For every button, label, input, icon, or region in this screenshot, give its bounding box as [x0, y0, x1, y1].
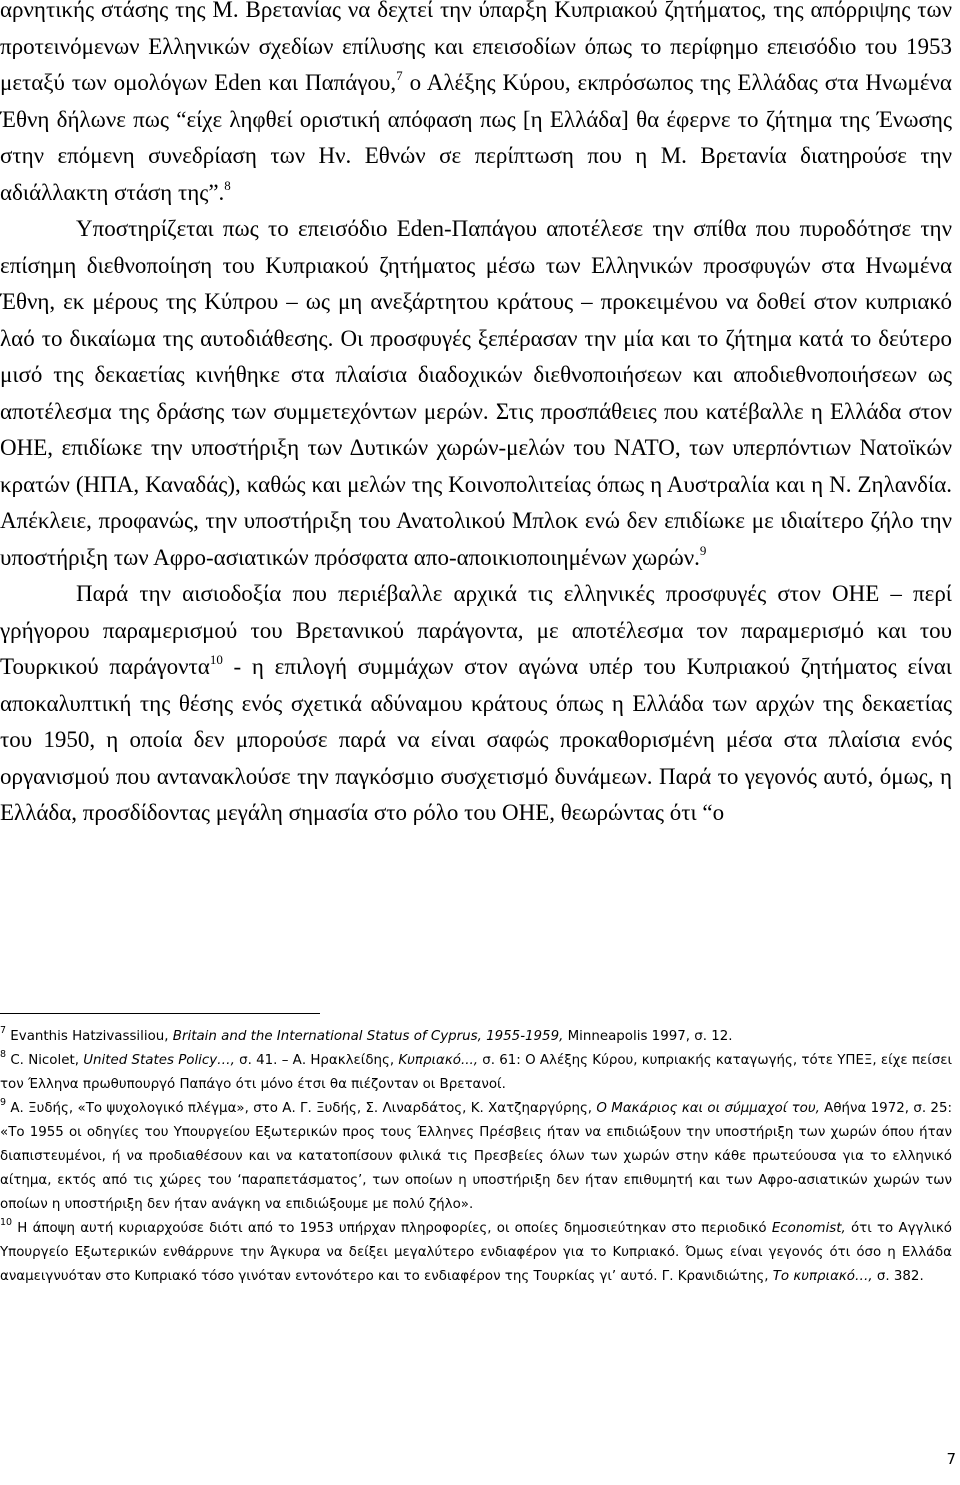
footnote-marker: 9 [699, 542, 707, 558]
footnote [0, 1025, 952, 1049]
italic-text: United States Policy…, [83, 1053, 235, 1068]
text-run: σ. 41. – Α. Ηρακλείδης, [234, 1053, 399, 1068]
text-run: Παρά την αισιοδοξία που περιέβαλλε αρχικά τις ελληνικές προσφυγές στον ΟΗΕ – περί γρήγορου παραμερισμού του Βρετανικού παράγοντα, με αποτέλεσμα τον παραμερισμό και του Τουρκικού παράγοντα [0, 581, 952, 679]
footnote-marker: 8 [224, 177, 231, 193]
text-run: Αθήνα 1972, σ. 25: «Το 1955 οι οδηγίες του Υπουργείου Εξωτερικών προς τους Έλληνες Πρέσβεις ήταν να επιδιώξουν την υποστήριξη των χωρών όπου ήταν διαπιστευμένοι, ή να προδιαθέσουν και να κατατοπίσουν φιλικά τις Πρεσβείες όλων των χωρών στην κάθε πρωτεύουσα για το ελληνικό αίτημα, εκτός από τις χώρες του ‘παραπετάσματος’, των οποίων η υποστήριξη δεν ήταν επιθυμητή και των Αφρο-ασιατικών χωρών των οποίων η υποστήριξη δεν ήταν ανάγκη να επιδιώξουμε με πολύ ζήλο». [0, 1101, 952, 1212]
paragraph [0, 211, 952, 576]
italic-text: Ο Μακάριος και οι σύμμαχοί του, [596, 1101, 820, 1116]
paragraph [0, 0, 952, 211]
paragraph [0, 576, 952, 832]
italic-text: Το κυπριακό…, [772, 1269, 873, 1284]
text-run: - η επιλογή συμμάχων στον αγώνα υπέρ του Κυπριακού ζητήματος είναι αποκαλυπτική της θέσης ενός σχετικά αδύναμου κράτους όπως η Ελλάδα των αρχών της δεκαετίας του 1950, η οποία δεν μπορούσε παρά να είναι σαφώς προκαθορισμένη μέσα στα πλαίσια ενός οργανισμού που αντανακλούσε την παγκόσμιο συσχετισμό δυνάμεων. Παρά το γεγονός αυτό, όμως, η Ελλάδα, προσδίδοντας μεγάλη σημασία στο ρόλο του ΟΗΕ, θεωρώντας ότι “ο [0, 654, 952, 825]
text-run: σ. 382. [872, 1269, 924, 1284]
text-run: σ. 61: Ο Αλέξης Κύρου, κυπριακής καταγωγής, τότε ΥΠΕΞ, είχε πείσει τον Έλληνα πρωθυπουργό Παπάγο ότι μόνο έτσι θα πιέζονταν οι Βρετανοί. [0, 1053, 953, 1092]
footnote-marker: 10 [209, 652, 223, 667]
text-run: αρνητικής στάσης της Μ. Βρετανίας να δεχτεί την ύπαρξη Κυπριακού ζητήματος, της απόρριψης των προτεινόμενων Ελληνικών σχεδίων επίλυσης και επεισοδίων όπως το περίφημο επεισόδιο του 1953 μεταξύ των ομολόγων Eden και Παπάγου, [0, 0, 952, 95]
text-run: Υποστηρίζεται πως το επεισόδιο Eden-Παπάγου αποτέλεσε την σπίθα που πυροδότησε την επίσημη διεθνοποίηση του Κυπριακού ζητήματος μέσω των Ελληνικών προσφυγών στα Ηνωμένα Έθνη, εκ μέρους της Κύπρου – ως μη ανεξάρτητου κράτους – προκειμένου να δοθεί στον κυπριακό λαό το δικαίωμα της αυτοδιάθεσης. Οι προσφυγές ξεπέρασαν την μία και το ζήτημα κατά το δεύτερο μισό της δεκαετίας κινήθηκε στα πλαίσια διαδοχικών διεθνοποιήσεων και αποδιεθνοποιήσεων ως αποτέλεσμα της δράσης των συμμετεχόντων μερών. Στις προσπάθειες που κατέβαλλε η Ελλάδα στον ΟΗΕ, επιδίωκε την υποστήριξη των Δυτικών χωρών-μελών του ΝΑΤΟ, των υπερπόντιων Νατοϊκών κρατών (ΗΠΑ, Καναδάς), καθώς και μελών της Κοινοπολιτείας όπως η Αυστραλία και η Ν. Ζηλανδία. Απέκλειε, προφανώς, την υποστήριξη του Ανατολικού Μπλοκ ενώ δεν επιδίωκε με ιδιαίτερο ζήλο την υποστήριξη των Αφρο-ασιατικών πρόσφατα απο-αποικιοποιημένων χωρών. [0, 216, 952, 570]
footnote [0, 1217, 952, 1289]
footnotes [0, 1025, 952, 1289]
italic-text: Economist, [771, 1221, 846, 1236]
text-run: Η άποψη αυτή κυριαρχούσε διότι από το 1953 υπήρχαν πληροφορίες, οι οποίες δημοσιεύτηκαν στο περιοδικό [12, 1221, 772, 1236]
footnote-marker: 9 [0, 1097, 7, 1108]
text-run: ο Αλέξης Κύρου, εκπρόσωπος της Ελλάδας στα Ηνωμένα Έθνη δήλωνε πως “είχε ληφθεί οριστική απόφαση πως [η Ελλάδα] θα έφερνε το ζήτημα της Ένωσης στην επόμενη συνεδρίαση των Ην. Εθνών σε περίπτωση που η Μ. Βρετανία διατηρούσε την αδιάλλακτη στάση της”. [0, 70, 952, 205]
text-run: ότι το Αγγλικό Υπουργείο Εξωτερικών ενθάρρυνε την Άγκυρα να δείξει μεγαλύτερο ενδιαφέρον για το Κυπριακό. Όμως είναι γεγονός ότι όσο η Ελλάδα αναμειγνυόταν στο Κυπριακό τόσο γινόταν εντονότερο και το ενδιαφέρον της Τουρκίας γι’ αυτό. Γ. Κρανιδιώτης, [0, 1221, 953, 1284]
footnote-marker: 10 [0, 1217, 13, 1228]
footnote-marker: 7 [0, 1025, 7, 1036]
footnote [0, 1097, 952, 1217]
text-run: Evanthis Hatzivassiliou, [6, 1029, 173, 1044]
footnote-separator [0, 1013, 320, 1014]
italic-text: Britain and the International Status of Cyprus, 1955-1959, [172, 1029, 564, 1044]
footnote-marker: 8 [0, 1049, 7, 1060]
text-run: Α. Ξυδής, «Το ψυχολογικό πλέγμα», στο Α. Γ. Ξυδής, Σ. Λιναρδάτος, Κ. Χατζηαργύρης, [6, 1101, 597, 1116]
footnote-marker: 7 [396, 68, 403, 83]
text-run: Minneapolis 1997, σ. 12. [563, 1029, 733, 1044]
footnote [0, 1049, 952, 1097]
page-number: 7 [946, 1450, 956, 1468]
italic-text: Κυπριακό..., [398, 1053, 478, 1068]
text-run: C. Nicolet, [6, 1053, 84, 1068]
